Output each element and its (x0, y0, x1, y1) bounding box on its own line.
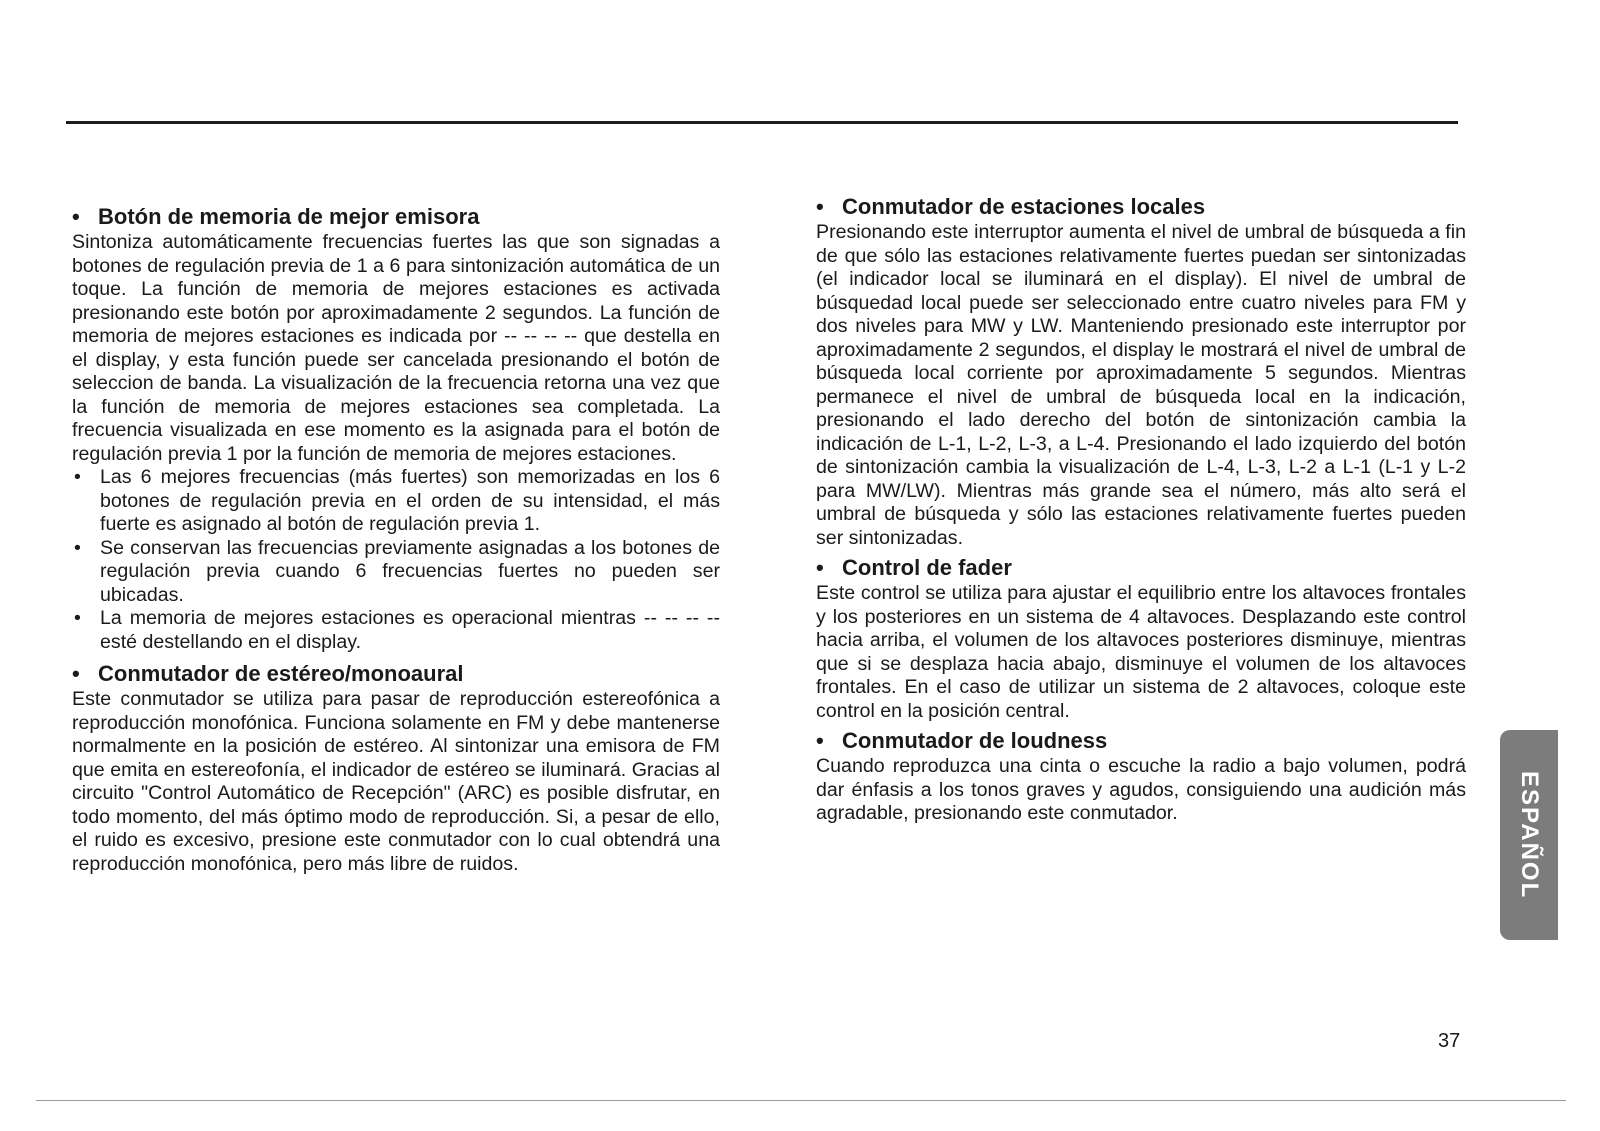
list-item: • La memoria de mejores estaciones es operacional mientras -- -- -- -- esté destellando en el display. (72, 607, 720, 654)
page-number: 37 (1438, 1030, 1461, 1052)
section-title-loudness: • Conmutador de loudness (816, 727, 1466, 755)
paragraph-fader: Este control se utiliza para ajustar el equilibrio entre los altavoces frontales y los posteriores en un sistema de 4 altavoces. Desplazando este control hacia arriba, el volumen de los altavoces posteriores disminuye, mientras que si se desplaza hacia abajo, disminuye el volumen de los altavoces frontales. En el caso de utilizar un sistema de 2 altavoces, coloque este control en la posición central. (816, 582, 1466, 722)
section-title-local-stations: • Conmutador de estaciones locales (816, 193, 1466, 221)
paragraph-best-station-memory: Sintoniza automáticamente frecuencias fuertes las que son signadas a botones de regulación previa de 1 a 6 para sintonización automática de un toque. La función de memoria de mejores estaciones es activada presionando este botón por aproximadamente 2 segundos. La función de memoria de mejores estaciones es indicada por -- -- -- -- que destella en el display, y esta función puede ser cancelada presionando el botón de seleccion de banda. La visualización de la frecuencia retorna una vez que la función de memoria de mejores estaciones sea completada. La frecuencia visualizada en ese momento es la asignada para el botón de regulación previa 1 por la función de memoria de mejores estaciones. (72, 231, 720, 465)
bullet-list-best-station-memory (72, 466, 720, 654)
paragraph-local-stations: Presionando este interruptor aumenta el nivel de umbral de búsqueda a fin de que sólo las estaciones relativamente fuertes puedan ser sintonizadas (el indicador local se iluminará en el display). El nivel de umbral de búsquedad local puede ser seleccionado entre cuatro niveles para FM y dos niveles para MW y LW. Manteniendo presionado este interruptor por aproximadamente 2 segundos, el display le mostrará el nivel de umbral de búsqueda local corriente por aproximadamente 5 segundos. Mientras permanece el nivel de umbral de búsqueda local en la indicación, presionando el lado derecho del botón de sintonización cambia la indicación de L-1, L-2, L-3, a L-4. Presionando el lado izquierdo del botón de sintonización cambia la visualización de L-4, L-3, L-2 a L-1 (L-1 y L-2 para MW/LW). Mientras más grande sea el número, más alto será el umbral de búsqueda y sólo las estaciones relativamente fuertes pueden ser sintonizadas. (816, 221, 1466, 549)
top-rule (66, 121, 1458, 124)
bottom-rule (36, 1100, 1566, 1101)
left-column (72, 203, 720, 876)
language-tab (1500, 730, 1558, 940)
section-title-fader: • Control de fader (816, 554, 1466, 582)
paragraph-stereo-mono: Este conmutador se utiliza para pasar de reproducción estereofónica a reproducción monofónica. Funciona solamente en FM y debe mantenerse normalmente en la posición de estéreo. Al sintonizar una emisora de FM que emita en estereofonía, el indicador de estéreo se iluminará. Gracias al circuito "Control Automático de Recepción" (ARC) es posible disfrutar, en todo momento, del más óptimo modo de reproducción. Si, a pesar de ello, el ruido es excesivo, presione este conmutador con lo cual obtendrá una reproducción monofónica, pero más libre de ruidos. (72, 688, 720, 875)
section-title-best-station-memory: • Botón de memoria de mejor emisora (72, 203, 720, 231)
list-item: • Se conservan las frecuencias previamente asignadas a los botones de regulación previa cuando 6 frecuencias fuertes no pueden ser ubicadas. (72, 537, 720, 608)
right-column (816, 193, 1466, 826)
list-item: • Las 6 mejores frecuencias (más fuertes) son memorizadas en los 6 botones de regulación previa en el orden de su intensidad, el más fuerte es asignado al botón de regulación previa 1. (72, 466, 720, 537)
paragraph-loudness: Cuando reproduzca una cinta o escuche la radio a bajo volumen, podrá dar énfasis a los tonos graves y agudos, consiguiendo una audición más agradable, presionando este conmutador. (816, 755, 1466, 824)
language-tab-label: ESPAÑOL (1516, 770, 1543, 900)
section-title-stereo-mono: • Conmutador de estéreo/monoaural (72, 660, 720, 688)
